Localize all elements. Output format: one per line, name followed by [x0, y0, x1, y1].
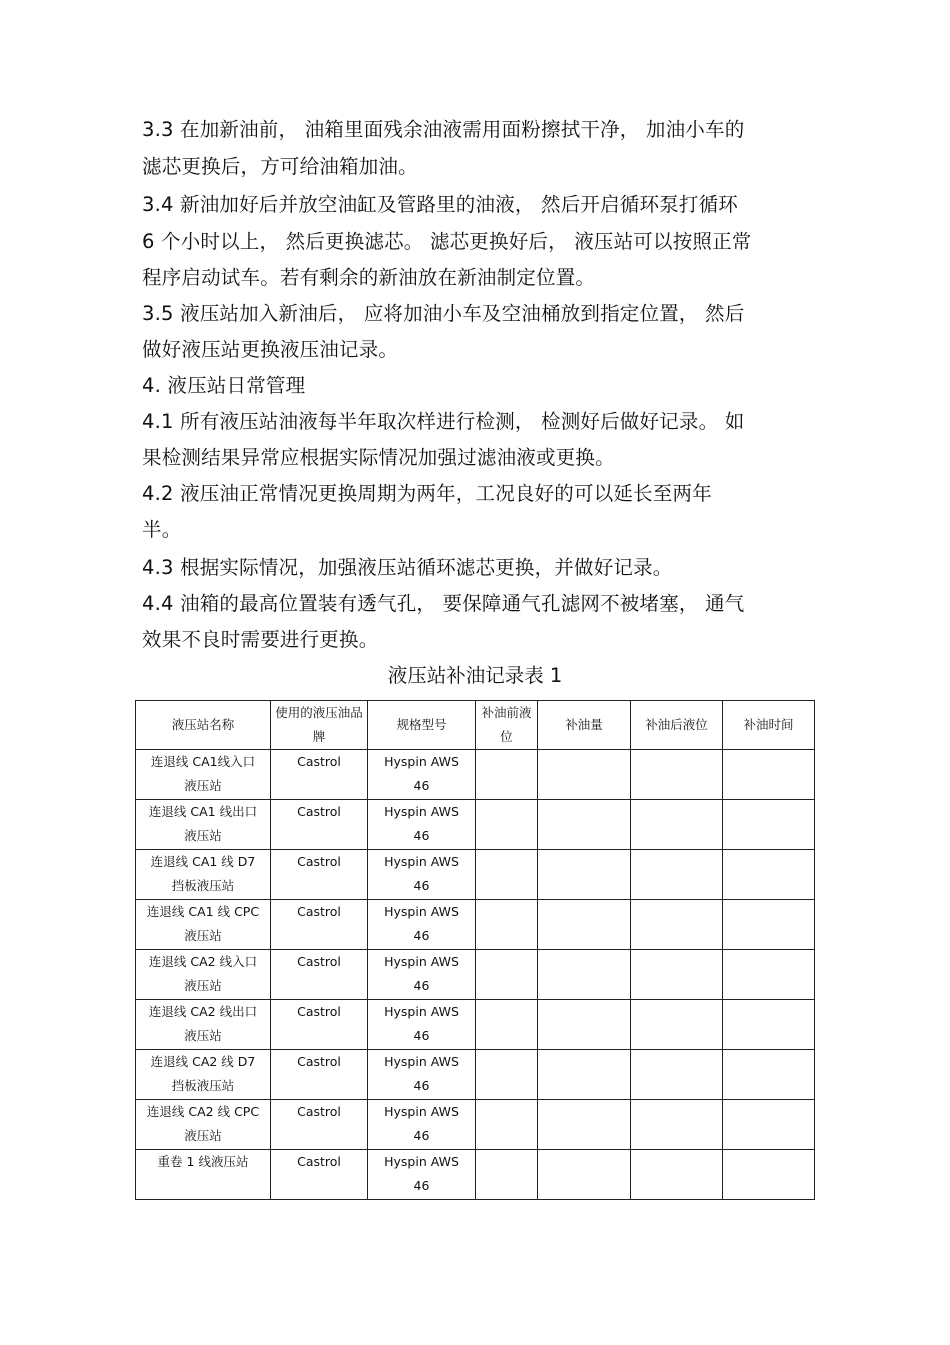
table-row — [136, 750, 815, 800]
cell-amount — [538, 900, 631, 950]
cell-time — [723, 850, 815, 900]
cell-station-name: 连退线 CA1 线 CPC 液压站 — [136, 900, 271, 950]
cell-station-name: 连退线 CA2 线出口 液压站 — [136, 1000, 271, 1050]
cell-station-name: 重卷 1 线液压站 — [136, 1150, 271, 1200]
cell-station-name: 连退线 CA1线入口 液压站 — [136, 750, 271, 800]
cell-station-name: 连退线 CA1 线出口 液压站 — [136, 800, 271, 850]
cell-level-before — [476, 1100, 538, 1150]
text-line: 4.4 油箱的最高位置装有透气孔， 要保障通气孔滤网不被堵塞， 通气 — [142, 592, 745, 615]
header-station-name: 液压站名称 — [136, 701, 271, 750]
cell-oil-brand: Castrol — [271, 1100, 368, 1150]
cell-spec: Hyspin AWS 46 — [368, 1150, 476, 1200]
cell-amount — [538, 950, 631, 1000]
cell-level-before — [476, 750, 538, 800]
cell-spec: Hyspin AWS 46 — [368, 1100, 476, 1150]
cell-oil-brand: Castrol — [271, 1050, 368, 1100]
header-oil-brand: 使用的液压油品牌 — [271, 701, 368, 750]
text-line: 程序启动试车。若有剩余的新油放在新油制定位置。 — [142, 266, 596, 289]
cell-level-before — [476, 1150, 538, 1200]
table-row — [136, 900, 815, 950]
cell-station-name: 连退线 CA2 线 CPC 液压站 — [136, 1100, 271, 1150]
cell-level-before — [476, 950, 538, 1000]
table-row — [136, 1000, 815, 1050]
cell-level-after — [631, 850, 723, 900]
cell-station-name: 连退线 CA1 线 D7 挡板液压站 — [136, 850, 271, 900]
table-row — [136, 1050, 815, 1100]
cell-amount — [538, 800, 631, 850]
text-line: 效果不良时需要进行更换。 — [142, 628, 379, 651]
cell-spec: Hyspin AWS 46 — [368, 1000, 476, 1050]
cell-level-after — [631, 750, 723, 800]
cell-amount — [538, 1100, 631, 1150]
text-line: 3.3 在加新油前， 油箱里面残余油液需用面粉擦拭干净， 加油小车的 — [142, 118, 745, 141]
text-line: 4.2 液压油正常情况更换周期为两年，工况良好的可以延长至两年 — [142, 482, 712, 505]
header-level-after: 补油后液位 — [631, 701, 723, 750]
cell-level-before — [476, 800, 538, 850]
header-amount: 补油量 — [538, 701, 631, 750]
cell-amount — [538, 1050, 631, 1100]
cell-oil-brand: Castrol — [271, 800, 368, 850]
cell-amount — [538, 1000, 631, 1050]
text-line: 3.4 新油加好后并放空油缸及管路里的油液， 然后开启循环泵打循环 — [142, 193, 739, 216]
cell-amount — [538, 850, 631, 900]
text-line: 半。 — [142, 518, 182, 541]
text-line: 4.1 所有液压站油液每半年取次样进行检测， 检测好后做好记录。 如 — [142, 410, 745, 433]
cell-time — [723, 1100, 815, 1150]
cell-oil-brand: Castrol — [271, 1150, 368, 1200]
cell-spec: Hyspin AWS 46 — [368, 850, 476, 900]
cell-level-after — [631, 1000, 723, 1050]
cell-amount — [538, 1150, 631, 1200]
cell-level-before — [476, 1050, 538, 1100]
text-line: 做好液压站更换液压油记录。 — [142, 338, 399, 361]
text-line: 4.3 根据实际情况，加强液压站循环滤芯更换，并做好记录。 — [142, 556, 673, 579]
cell-level-after — [631, 1100, 723, 1150]
text-line: 6 个小时以上， 然后更换滤芯。 滤芯更换好后， 液压站可以按照正常 — [142, 230, 752, 253]
cell-time — [723, 1000, 815, 1050]
cell-level-before — [476, 1000, 538, 1050]
cell-station-name: 连退线 CA2 线 D7 挡板液压站 — [136, 1050, 271, 1100]
cell-level-before — [476, 850, 538, 900]
text-line: 3.5 液压站加入新油后， 应将加油小车及空油桶放到指定位置， 然后 — [142, 302, 745, 325]
header-spec: 规格型号 — [368, 701, 476, 750]
cell-time — [723, 950, 815, 1000]
refill-record-table — [135, 700, 815, 1200]
cell-level-after — [631, 800, 723, 850]
cell-level-before — [476, 900, 538, 950]
cell-oil-brand: Castrol — [271, 750, 368, 800]
cell-spec: Hyspin AWS 46 — [368, 1050, 476, 1100]
table-header-row — [136, 701, 815, 750]
header-time: 补油时间 — [723, 701, 815, 750]
section-heading: 4. 液压站日常管理 — [142, 374, 306, 397]
cell-level-after — [631, 950, 723, 1000]
cell-spec: Hyspin AWS 46 — [368, 800, 476, 850]
cell-station-name: 连退线 CA2 线入口 液压站 — [136, 950, 271, 1000]
cell-oil-brand: Castrol — [271, 850, 368, 900]
cell-level-after — [631, 1150, 723, 1200]
cell-amount — [538, 750, 631, 800]
table-row — [136, 1150, 815, 1200]
cell-spec: Hyspin AWS 46 — [368, 950, 476, 1000]
text-line: 滤芯更换后，方可给油箱加油。 — [142, 155, 418, 178]
cell-time — [723, 800, 815, 850]
cell-time — [723, 1150, 815, 1200]
cell-time — [723, 1050, 815, 1100]
table-row — [136, 950, 815, 1000]
cell-level-after — [631, 900, 723, 950]
cell-oil-brand: Castrol — [271, 950, 368, 1000]
cell-spec: Hyspin AWS 46 — [368, 900, 476, 950]
cell-level-after — [631, 1050, 723, 1100]
cell-oil-brand: Castrol — [271, 900, 368, 950]
cell-time — [723, 750, 815, 800]
header-level-before: 补油前液位 — [476, 701, 538, 750]
table-title: 液压站补油记录表 1 — [387, 664, 563, 687]
table-row — [136, 850, 815, 900]
cell-spec: Hyspin AWS 46 — [368, 750, 476, 800]
text-line: 果检测结果异常应根据实际情况加强过滤油液或更换。 — [142, 446, 615, 469]
table-row — [136, 1100, 815, 1150]
table-row — [136, 800, 815, 850]
cell-time — [723, 900, 815, 950]
cell-oil-brand: Castrol — [271, 1000, 368, 1050]
